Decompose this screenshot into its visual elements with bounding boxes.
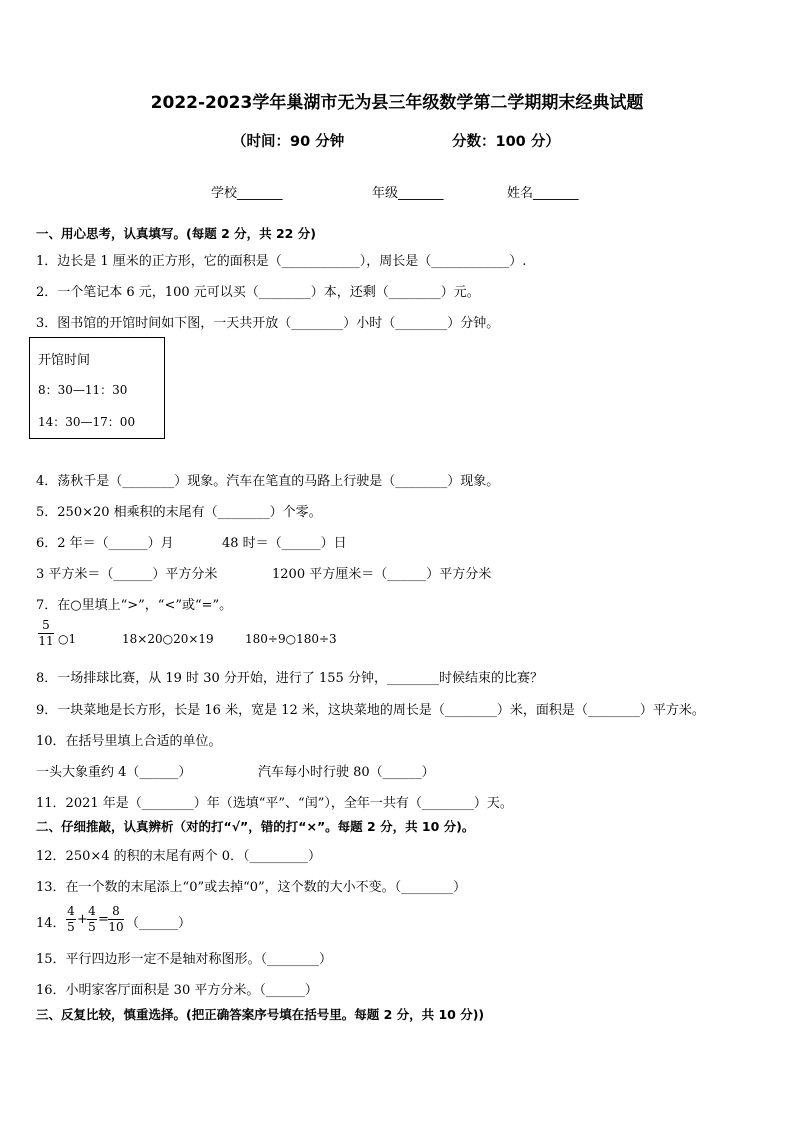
plus-sign: + [77, 912, 88, 927]
exam-time: （时间：90 分钟 [232, 134, 345, 150]
question-3: 3．图书馆的开馆时间如下图，一天共开放（________）小时（________）分钟。 [36, 316, 500, 331]
school-field: 学校_______ [211, 186, 283, 201]
fraction-numerator: 4 [67, 904, 75, 918]
section-2-heading: 二、仔细推敲，认真辨析（对的打“√”，错的打“×”。每题 2 分，共 10 分)。 [36, 819, 475, 834]
library-hours-label: 开馆时间 [38, 353, 91, 368]
page-title: 2022-2023学年巢湖市无为县三年级数学第二学期期末经典试题 [150, 93, 644, 113]
question-16: 16．小明家客厅面积是 30 平方分米。（______） [36, 983, 318, 998]
grade-field: 年级_______ [372, 186, 444, 201]
question-7-compare-a: ○1 [58, 632, 77, 646]
question-15: 15．平行四边形一定不是轴对称图形。（________） [36, 952, 333, 967]
question-6-year: 6．2 年＝（______）月 [36, 536, 174, 551]
question-2: 2．一个笔记本 6 元，100 元可以买（________）本，还剩（________）元。 [36, 285, 480, 300]
question-7-fraction [38, 619, 54, 648]
section-3-heading: 三、反复比较，慎重选择。(把正确答案序号填在括号里。每题 2 分，共 10 分)) [36, 1007, 485, 1022]
question-7-compare-c: 180÷9○180÷3 [245, 632, 337, 646]
question-6-square-meters: 3 平方米＝（______）平方分米 [36, 567, 218, 582]
fraction-numerator: 8 [112, 904, 120, 918]
question-13: 13．在一个数的末尾添上“0”或去掉“0”，这个数的大小不变。（________） [36, 880, 467, 895]
question-4: 4．荡秋千是（________）现象。汽车在笔直的马路上行驶是（________）现象。 [36, 474, 500, 489]
question-14-label: 14． [36, 916, 66, 931]
question-11: 11．2021 年是（________）年（选填“平”、“闰”），全年一共有（________）天。 [36, 796, 513, 811]
exam-score: 分数：100 分） [452, 134, 560, 150]
fraction-numerator: 5 [42, 618, 50, 632]
question-14-blank: （______） [126, 916, 192, 931]
question-12: 12．250×4 的积的末尾有两个 0．（_________） [36, 849, 322, 864]
question-14-fraction-1 [66, 905, 76, 934]
question-1: 1．边长是 1 厘米的正方形，它的面积是（____________），周长是（____________）. [36, 254, 527, 269]
fraction-denominator: 11 [38, 634, 54, 648]
question-10-car: 汽车每小时行驶 80（______） [258, 765, 435, 780]
question-9: 9．一块菜地是长方形，长是 16 米，宽是 12 米，这块菜地的周长是（________）米，面积是（________）平方米。 [36, 703, 705, 718]
question-7: 7．在○里填上“>”，“<”或“=”。 [36, 598, 233, 613]
fraction-denominator: 5 [67, 920, 75, 934]
name-field: 姓名_______ [507, 186, 579, 201]
fraction-numerator: 4 [88, 904, 96, 918]
library-hours-box [29, 337, 165, 439]
library-hours-afternoon: 14：30—17：00 [38, 415, 136, 429]
question-10: 10．在括号里填上合适的单位。 [36, 734, 222, 749]
question-5: 5．250×20 相乘积的末尾有（________）个零。 [36, 505, 322, 520]
section-1-heading: 一、用心思考，认真填写。(每题 2 分，共 22 分) [36, 226, 316, 241]
fraction-denominator: 10 [108, 920, 124, 934]
fraction-denominator: 5 [88, 920, 96, 934]
question-14-fraction-3 [108, 905, 124, 934]
library-hours-morning: 8：30—11：30 [38, 383, 128, 397]
question-14-fraction-2 [87, 905, 97, 934]
question-8: 8．一场排球比赛，从 19 时 30 分开始，进行了 155 分钟，________时候结束的比赛？ [36, 671, 543, 686]
question-10-elephant: 一头大象重约 4（______） [36, 765, 192, 780]
equals-sign: = [98, 912, 109, 927]
question-6-hours: 48 时＝（______）日 [222, 536, 347, 551]
question-6-square-cm: 1200 平方厘米＝（______）平方分米 [272, 567, 492, 582]
question-7-compare-b: 18×20○20×19 [122, 632, 214, 646]
